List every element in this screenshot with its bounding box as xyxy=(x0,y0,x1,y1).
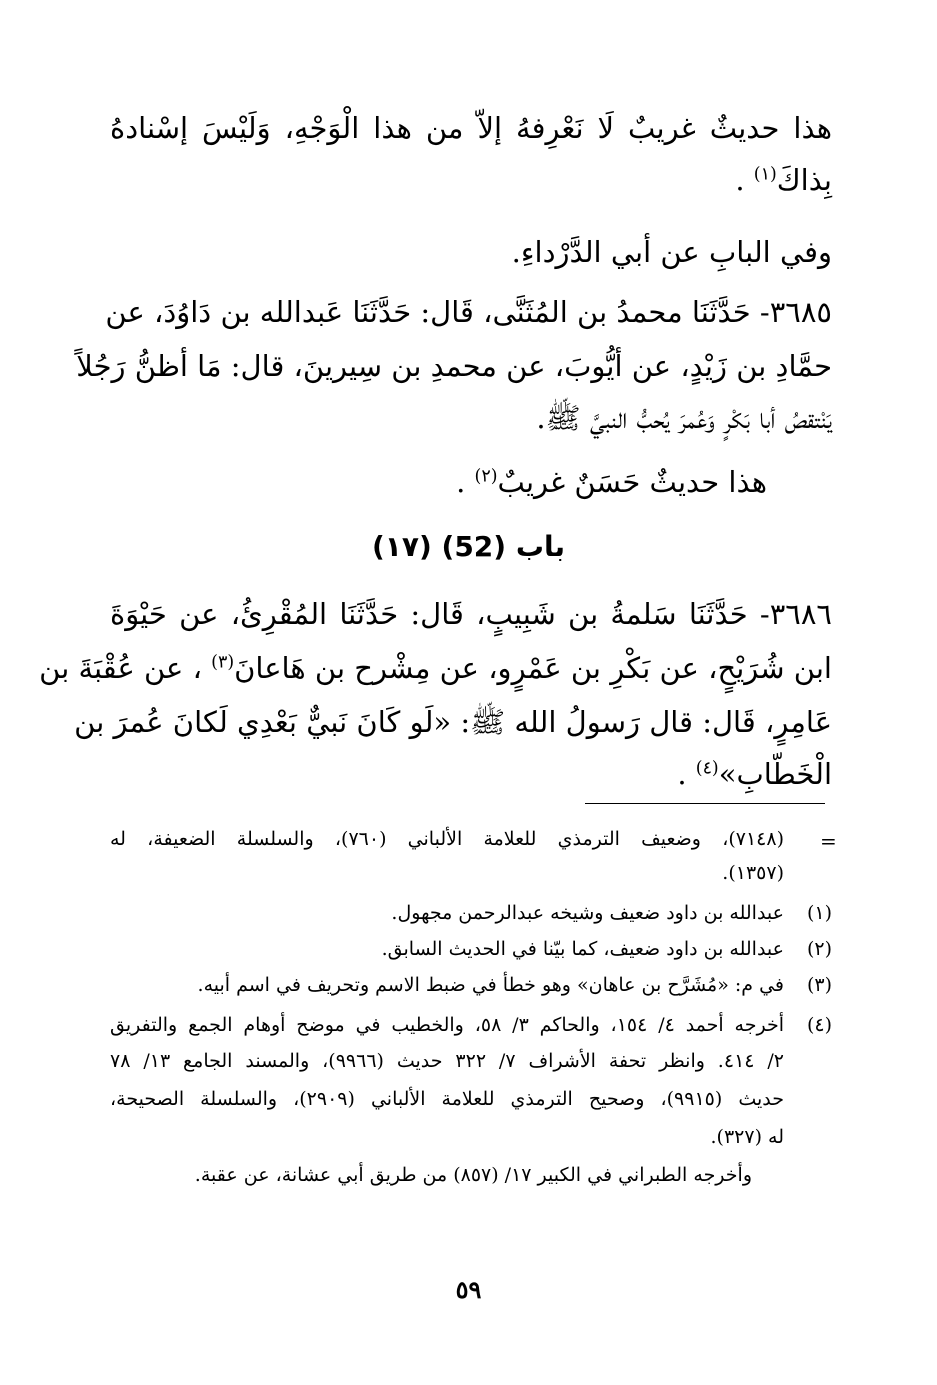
footnote-separator xyxy=(585,803,825,804)
footnote-text: في م: «مُشَرَّح بن عاهان» وهو خطأ في ضبط الاسم وتحريف في اسم أبيه. xyxy=(197,974,784,996)
hadith-grade xyxy=(110,462,767,502)
body-line xyxy=(110,160,832,200)
hadith-line xyxy=(110,754,832,794)
body-text: هذا حديثٌ حَسَنٌ غريبٌ xyxy=(497,465,767,499)
footnote-1 xyxy=(110,898,832,928)
footnote-ref: (١) xyxy=(753,164,777,185)
footnote-number: (٣) xyxy=(806,974,832,996)
footnote-4-line: ٢/ ٤١٤. وانظر تحفة الأشراف ٧/ ٣٢٢ حديث (٩٩٦٦)، والمسند الجامع ١٣/ ٧٨ xyxy=(110,1050,785,1072)
footnote-ref: (٤) xyxy=(695,758,719,779)
footnote-3 xyxy=(110,970,832,1000)
body-text: . xyxy=(735,163,754,197)
footnote-text: عبدالله بن داود ضعيف وشيخه عبدالرحمن مجهول. xyxy=(391,902,784,924)
body-text: . xyxy=(677,757,696,791)
footnote-continuation: (٧١٤٨)، وضعيف الترمذي للعلامة الألباني (٧٦٠)، والسلسلة الضعيفة، له xyxy=(110,828,784,850)
body-text: ابن شُرَيْحٍ، عن بَكْرِ بن عَمْرٍو، عن مِشْرح بن هَاعانَ xyxy=(234,651,832,685)
footnote-4-line: له (٣٢٧). xyxy=(710,1126,784,1148)
footnote-continuation: (١٣٥٧). xyxy=(722,862,784,884)
hadith-line: ٣٦٨٥- حَدَّثَنَا محمدُ بن المُثَنَّى، قَال: حَدَّثَنَا عَبدالله بن دَاوُدَ، عن xyxy=(105,295,832,329)
body-line: وفي البابِ عن أبي الدَّرْداءِ. xyxy=(511,235,832,269)
body-text: . xyxy=(456,465,475,499)
continuation-mark: = xyxy=(820,829,837,853)
body-line: هذا حديثٌ غريبٌ لَا نَعْرِفهُ إلاّ من هذا الْوَجْهِ، وَلَيْسَ إسْنادهُ xyxy=(110,111,832,145)
page-number: ٥٩ xyxy=(455,1275,482,1304)
footnote-2 xyxy=(110,934,832,964)
footnote-text: عبدالله بن داود ضعيف، كما بيّنا في الحديث السابق. xyxy=(381,938,784,960)
footnote-4-line: أخرجه أحمد ٤/ ١٥٤، والحاكم ٣/ ٥٨، والخطيب في موضح أوهام الجمع والتفريق xyxy=(110,1014,784,1036)
hadith-line: حمَّادِ بن زَيْدٍ، عن أيُّوبَ، عن محمدِ بن سِيرينَ، قال: مَا أظنُّ رَجُلاً xyxy=(76,349,832,383)
hadith-line: ٣٦٨٦- حَدَّثَنَا سَلمةُ بن شَبِيبٍ، قَال: حَدَّثَنَا المُقْرِئُ، عن حَيْوَةَ xyxy=(110,597,832,631)
body-text: ، عن عُقْبَةَ بن xyxy=(39,651,212,685)
footnote-4-line: وأخرجه الطبراني في الكبير ١٧/ (٨٥٧) من طريق أبي عشانة، عن عقبة. xyxy=(194,1164,752,1186)
hadith-line: يَنْتقصُ أبا بَكْرٍ وَعُمرَ يُحبُّ النبيَّ ﷺ. xyxy=(536,401,832,435)
chapter-heading: باب (52) (١٧) xyxy=(371,530,565,563)
hadith-line xyxy=(39,648,832,688)
body-text: الْخَطّابِ» xyxy=(718,757,832,791)
footnote-number: (٢) xyxy=(806,938,832,960)
hadith-line: عَامِرٍ، قَال: قال رَسولُ الله ﷺ: «لَو كَانَ نَبيٌّ بَعْدِي لَكانَ عُمرَ بن xyxy=(74,705,832,739)
footnote-ref: (٣) xyxy=(211,652,235,673)
footnote-4-line: حديث (٩٩١٥)، وصحيح الترمذي للعلامة الألباني (٢٩٠٩)، والسلسلة الصحيحة، xyxy=(110,1088,784,1110)
footnote-number: (١) xyxy=(806,902,832,924)
footnote-4-number: (٤) xyxy=(806,1014,832,1036)
footnote-ref: (٢) xyxy=(474,466,498,487)
body-text: بِذاكَ xyxy=(776,163,832,197)
